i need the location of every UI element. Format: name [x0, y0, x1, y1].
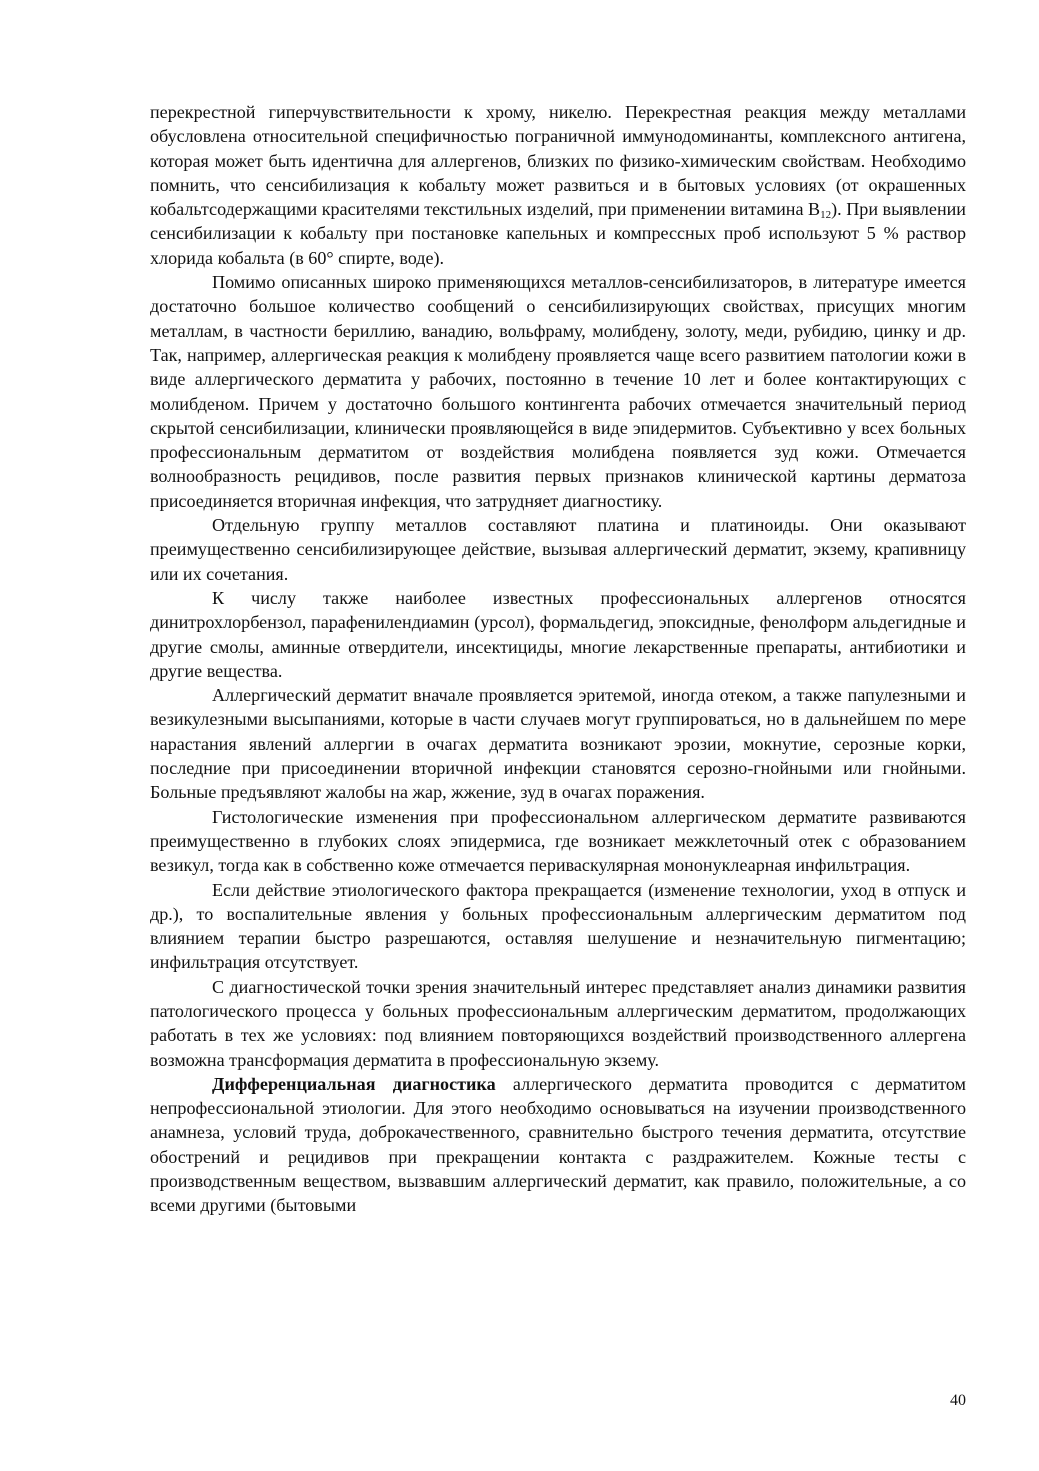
paragraph-5: Аллергический дерматит вначале проявляется эритемой, иногда отеком, а также папулезными и везикулезными высыпаниями, которые в части случаев могут группироваться, но в дальнейшем по мере нарастания явлений аллергии в очагах дерматита возникают эрозии, мокнутие, серозные корки, последние при присоединении вторичной инфекции становятся серозно-гнойными или гнойными. Больные предъявляют жалобы на жар, жжение, зуд в очагах поражения.	[150, 685, 966, 803]
paragraph-9-text: аллергического дерматита проводится с дерматитом непрофессиональной этиологии. Для этого необходимо основываться на изучении производственного анамнеза, условий труда, доброкачественного, сравнительно быстрого течения дерматита, отсутствие обострений и рецидивов при прекращении контакта с раздражителем. Кожные тесты с производственным веществом, вызвавшим аллергический дерматит, как правило, положительные, а со всеми другими (бытовыми	[150, 1073, 966, 1216]
paragraph-7: Если действие этиологического фактора прекращается (изменение технологии, уход в отпуск и др.), то воспалительные явления у больных профессиональным аллергическим дерматитом под влиянием терапии быстро разрешаются, оставляя шелушение и незначительную пигментацию; инфильтрация отсутствует.	[150, 879, 966, 973]
paragraph-3: Отдельную группу металлов составляют платина и платиноиды. Они оказывают преимущественно сенсибилизирующее действие, вызывая аллергический дерматит, экзему, крапивницу или их сочетания.	[150, 515, 966, 584]
paragraph-8: С диагностической точки зрения значительный интерес представляет анализ динамики развития патологического процесса у больных профессиональным аллергическим дерматитом, продолжающих работать в тех же условиях: под влиянием повторяющихся воздействий производственного аллергена возможна трансформация дерматита в профессиональную экзему.	[150, 976, 966, 1070]
page-body	[150, 100, 966, 1218]
page-number: 40	[950, 1392, 966, 1409]
paragraph-6: Гистологические изменения при профессиональном аллергическом дерматите развиваются преимущественно в глубоких слоях эпидермиса, где возникает межклеточный отек с образованием везикул, тогда как в собственно коже отмечается периваскулярная мононуклеарная инфильтрация.	[150, 806, 966, 876]
differential-diagnosis-heading: Дифференциальная диагностика	[212, 1073, 496, 1094]
paragraph-1-text-end: ). При выявлении сенсибилизации к кобальту при постановке капельных и компрессных проб используют 5 % раствор хлорида кобальта (в 60° спирте, воде).	[150, 199, 966, 268]
subscript-12: 12	[820, 209, 832, 222]
paragraph-9	[150, 1072, 966, 1218]
paragraph-1-text: перекрестной гиперчувствительности к хрому, никелю. Перекрестная реакция между металлами обусловлена относительной специфичностью пограничной иммунодоминанты, комплексного антигена, которая может быть идентична для аллергенов, близких по физико-химическим свойствам. Необходимо помнить, что сенсибилизация к кобальту может развиться и в бытовых условиях (от окрашенных кобальтсодержащими красителями текстильных изделий, при применении витамина В	[150, 102, 966, 220]
paragraph-2: Помимо описанных широко применяющихся металлов-сенсибилизаторов, в литературе имеется достаточно большое количество сообщений о сенсибилизирующих свойствах, присущих многим металлам, в частности бериллию, ванадию, вольфраму, молибдену, золоту, меди, рубидию, цинку и др. Так, например, аллергическая реакция к молибдену проявляется чаще всего развитием патологии кожи в виде аллергического дерматита у рабочих, постоянно в течение 10 лет и более контактирующих с молибденом. Причем у достаточно большого контингента рабочих отмечается значительный период скрытой сенсибилизации, клинически проявляющейся в виде эпидермитов. Субъективно у всех больных профессиональным дерматитом от воздействия молибдена появляется зуд кожи. Отмечается волнообразность рецидивов, после развития первых признаков клинической картины дерматоза присоединяется вторичная инфекция, что затрудняет диагностику.	[150, 272, 966, 511]
paragraph-4: К числу также наиболее известных профессиональных аллергенов относятся динитрохлорбензол, парафенилендиамин (урсол), формальдегид, эпоксидные, фенолформ альдегидные и другие смолы, аминные отвердители, инсектициды, многие лекарственные препараты, антибиотики и другие вещества.	[150, 587, 966, 681]
paragraph-1	[150, 100, 966, 270]
